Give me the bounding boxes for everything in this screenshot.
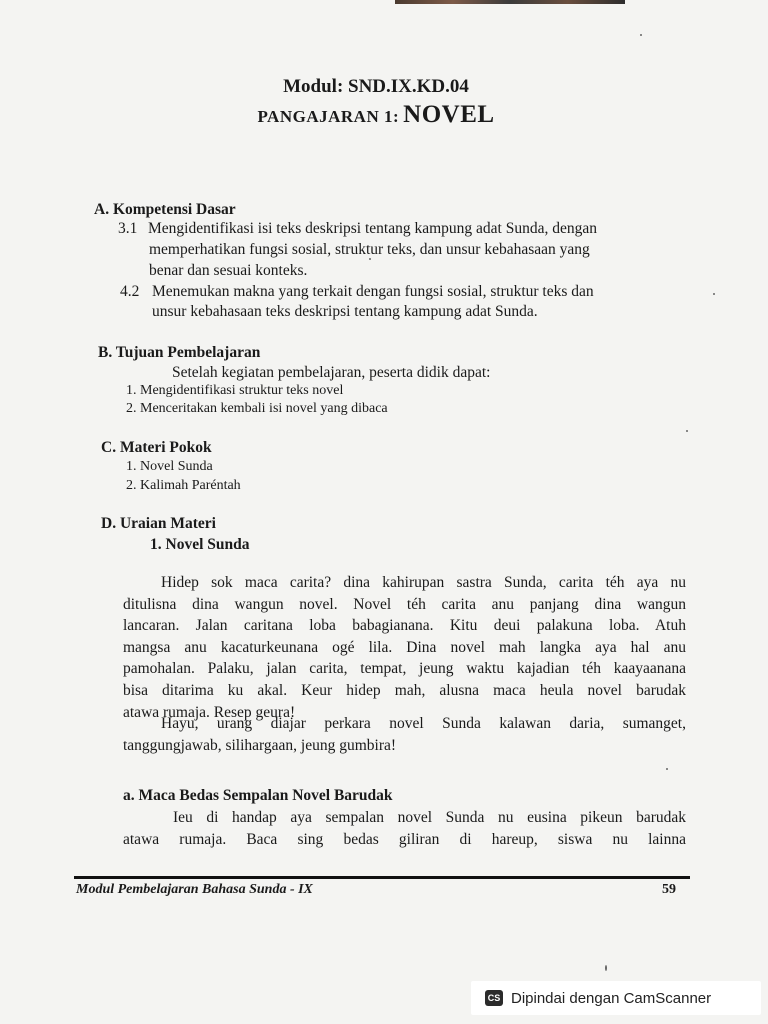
scan-speck bbox=[686, 430, 688, 432]
section-a-heading: A. Kompetensi Dasar bbox=[94, 201, 236, 218]
scan-edge-strip bbox=[395, 0, 625, 4]
paragraph-2-line: tanggungjawab, silihargaan, jeung gumbira! bbox=[123, 736, 397, 754]
section-d-heading: D. Uraian Materi bbox=[101, 515, 216, 532]
section-b-intro: Setelah kegiatan pembelajaran, peserta didik dapat: bbox=[172, 364, 491, 381]
paragraph-1 bbox=[123, 572, 686, 723]
kd-4-2-number: 4.2 bbox=[120, 283, 140, 300]
kd-4-2-line-2: unsur kebahasaan teks deskripsi tentang kampung adat Sunda. bbox=[152, 303, 538, 320]
paragraph-2 bbox=[123, 713, 686, 756]
kd-4-2-line-1: Menemukan makna yang terkait dengan fungsi sosial, struktur teks dan bbox=[152, 283, 594, 300]
camscanner-icon: CS bbox=[485, 990, 503, 1006]
goal-item-1: 1. Mengidentifikasi struktur teks novel bbox=[126, 383, 344, 398]
subsection-a-text bbox=[123, 807, 686, 850]
subsection-a-line: atawa rumaja. Baca sing bedas giliran di hareup, siswa nu lainna bbox=[123, 830, 686, 848]
scan-speck bbox=[605, 965, 607, 971]
scan-speck bbox=[369, 258, 371, 260]
scan-speck bbox=[640, 34, 642, 36]
paragraph-1-line: pamohalan. Palaku, jalan carita, tempat, jeung waktu kajadian téh kaayaanana bbox=[123, 660, 686, 678]
subsection-a-line: Ieu di handap aya sempalan novel Sunda nu eusina pikeun barudak bbox=[173, 809, 686, 826]
subsection-a-heading: a. Maca Bedas Sempalan Novel Barudak bbox=[123, 787, 393, 804]
scan-speck bbox=[713, 293, 715, 295]
kd-3-1-line-1: Mengidentifikasi isi teks deskripsi tentang kampung adat Sunda, dengan bbox=[148, 220, 597, 237]
module-code: Modul: SND.IX.KD.04 bbox=[283, 76, 469, 97]
lesson-prefix: PANGAJARAN 1: bbox=[257, 107, 400, 126]
section-c-heading: C. Materi Pokok bbox=[101, 439, 212, 456]
kd-3-1-number: 3.1 bbox=[118, 220, 138, 237]
subsection-novel-sunda: 1. Novel Sunda bbox=[150, 536, 250, 553]
kd-3-1-line-2: memperhatikan fungsi sosial, struktur teks, dan unsur kebahasaan yang bbox=[149, 241, 590, 258]
kd-3-1-line-3: benar dan sesuai konteks. bbox=[149, 262, 308, 279]
section-b-heading: B. Tujuan Pembelajaran bbox=[98, 344, 261, 361]
material-item-2: 2. Kalimah Paréntah bbox=[126, 478, 241, 493]
scan-speck bbox=[666, 768, 668, 770]
paragraph-1-line: Hidep sok maca carita? dina kahirupan sastra Sunda, carita téh aya nu bbox=[161, 574, 686, 591]
paragraph-1-line: ditulisna dina wangun novel. Novel téh carita anu panjang dina wangun bbox=[123, 595, 686, 613]
camscanner-badge bbox=[471, 981, 761, 1015]
paragraph-1-line: mangsa anu kacaturkeunana ogé lila. Dina novel mah langka aya hal anu bbox=[123, 638, 686, 656]
footer-rule bbox=[74, 876, 690, 879]
lesson-name: NOVEL bbox=[403, 101, 495, 128]
paragraph-1-line: atawa rumaja. Resep geura! bbox=[123, 703, 296, 721]
paragraph-1-line: bisa ditarima ku akal. Keur hidep mah, alusna maca heula novel barudak bbox=[123, 681, 686, 699]
material-item-1: 1. Novel Sunda bbox=[126, 459, 213, 474]
paragraph-2-line: Hayu, urang diajar perkara novel Sunda kalawan daria, sumanget, bbox=[161, 715, 686, 732]
footer-title: Modul Pembelajaran Bahasa Sunda - IX bbox=[76, 882, 313, 897]
lesson-title bbox=[0, 101, 752, 129]
camscanner-text: Dipindai dengan CamScanner bbox=[511, 989, 712, 1007]
goal-item-2: 2. Menceritakan kembali isi novel yang dibaca bbox=[126, 401, 388, 416]
page-number: 59 bbox=[662, 882, 676, 897]
paragraph-1-line: lancaran. Jalan caritana loba babagianana. Kitu deui palakuna loba. Atuh bbox=[123, 617, 686, 635]
